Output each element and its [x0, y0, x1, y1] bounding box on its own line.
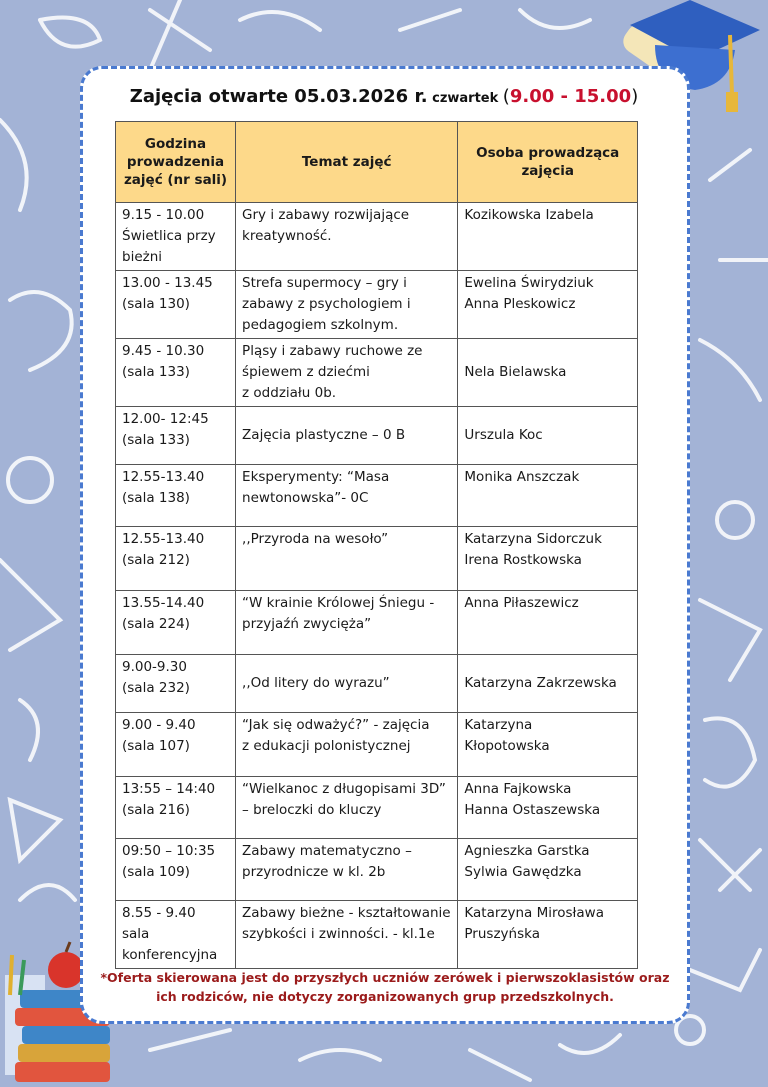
table-body — [116, 203, 638, 969]
table-row — [116, 339, 638, 407]
title-day: czwartek — [427, 91, 503, 106]
table-row — [116, 713, 638, 777]
cell-topic: Gry i zabawy rozwijające kreatywność. — [236, 203, 458, 271]
cell-time: 09:50 – 10:35 (sala 109) — [116, 839, 236, 901]
cell-topic: “Jak się odważyć?” - zajęcia z edukacji polonistycznej — [236, 713, 458, 777]
table-row — [116, 527, 638, 591]
title-paren-close: ) — [631, 86, 639, 107]
header-topic: Temat zajęć — [236, 122, 458, 203]
title-hours: 9.00 - 15.00 — [509, 86, 632, 107]
cell-topic: “W krainie Królowej Śniegu - przyjaźń zwycięża” — [236, 591, 458, 655]
schedule-table — [115, 121, 638, 969]
cell-person: Nela Bielawska — [458, 339, 638, 407]
table-row — [116, 465, 638, 527]
table-row — [116, 591, 638, 655]
footnote: *Oferta skierowana jest do przyszłych uczniów zerówek i pierwszoklasistów oraz ich rodziców, nie dotyczy zorganizowanych grup przedszkolnych. — [100, 970, 670, 1004]
cell-person: Kozikowska Izabela — [458, 203, 638, 271]
cell-time: 12.00- 12:45 (sala 133) — [116, 407, 236, 465]
doodle-lightbulb — [40, 18, 100, 47]
cell-time: 9.15 - 10.00 Świetlica przy bieżni — [116, 203, 236, 271]
cell-person: Anna Fajkowska Hanna Ostaszewska — [458, 777, 638, 839]
page-title — [0, 86, 768, 107]
cell-topic: ,,Przyroda na wesoło” — [236, 527, 458, 591]
title-main: Zajęcia otwarte 05.03.2026 — [129, 86, 415, 107]
header-time: Godzina prowadzenia zajęć (nr sali) — [116, 122, 236, 203]
cell-time: 9.45 - 10.30 (sala 133) — [116, 339, 236, 407]
table-row — [116, 839, 638, 901]
cell-topic: ,,Od litery do wyrazu” — [236, 655, 458, 713]
cell-person: Katarzyna Sidorczuk Irena Rostkowska — [458, 527, 638, 591]
cell-person: Katarzyna Zakrzewska — [458, 655, 638, 713]
cell-time: 12.55-13.40 (sala 212) — [116, 527, 236, 591]
cell-topic: Pląsy i zabawy ruchowe ze śpiewem z dziećmi z oddziału 0b. — [236, 339, 458, 407]
title-r: r. — [414, 86, 428, 107]
cell-topic: “Wielkanoc z długopisami 3D” – breloczki do kluczy — [236, 777, 458, 839]
title-paren-open: ( — [502, 86, 510, 107]
cell-topic: Eksperymenty: “Masa newtonowska”- 0C — [236, 465, 458, 527]
cell-topic: Zabawy matematyczno – przyrodnicze w kl. 2b — [236, 839, 458, 901]
cell-time: 9.00-9.30 (sala 232) — [116, 655, 236, 713]
table-row — [116, 203, 638, 271]
cell-topic: Strefa supermocy – gry i zabawy z psychologiem i pedagogiem szkolnym. — [236, 271, 458, 339]
table-row — [116, 407, 638, 465]
cell-person: Katarzyna Mirosława Pruszyńska — [458, 901, 638, 969]
table-row — [116, 777, 638, 839]
cell-time: 13:55 – 14:40 (sala 216) — [116, 777, 236, 839]
cell-time: 12.55-13.40 (sala 138) — [116, 465, 236, 527]
table-row — [116, 655, 638, 713]
table-row — [116, 901, 638, 969]
cell-person: Katarzyna Kłopotowska — [458, 713, 638, 777]
cell-person: Agnieszka Garstka Sylwia Gawędzka — [458, 839, 638, 901]
cell-person: Anna Piłaszewicz — [458, 591, 638, 655]
cell-time: 13.55-14.40 (sala 224) — [116, 591, 236, 655]
cell-time: 8.55 - 9.40 sala konferencyjna — [116, 901, 236, 969]
cell-topic: Zabawy bieżne - kształtowanie szybkości i zwinności. - kl.1e — [236, 901, 458, 969]
cell-person: Ewelina Świrydziuk Anna Pleskowicz — [458, 271, 638, 339]
cell-time: 9.00 - 9.40 (sala 107) — [116, 713, 236, 777]
cell-person: Monika Anszczak — [458, 465, 638, 527]
table-header-row — [116, 122, 638, 203]
cell-person: Urszula Koc — [458, 407, 638, 465]
cell-topic: Zajęcia plastyczne – 0 B — [236, 407, 458, 465]
cell-time: 13.00 - 13.45 (sala 130) — [116, 271, 236, 339]
header-person: Osoba prowadząca zajęcia — [458, 122, 638, 203]
table-row — [116, 271, 638, 339]
